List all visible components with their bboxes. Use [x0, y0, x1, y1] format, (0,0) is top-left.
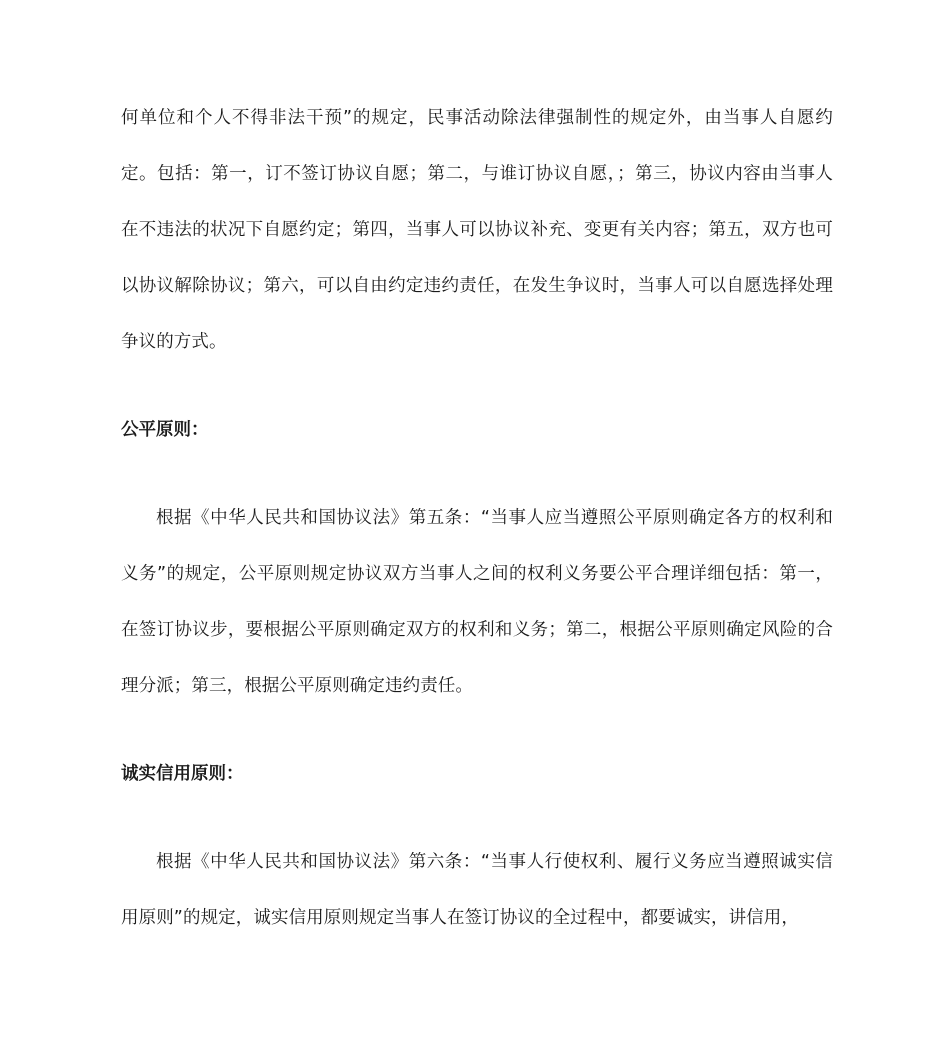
heading-good-faith-principle: 诚实信用原则： [121, 764, 244, 784]
paragraph-voluntariness: 何单位和个人不得非法干预”的规定，民事活动除法律强制性的规定外，由当事人自愿约定。包括：第一，订不签订协议自愿；第二，与谁订协议自愿，；第三，协议内容由当事人在不违法的状况下自愿约定；第四，当事人可以协议补充、变更有关内容；第五，双方也可以协议解除协议；第六，可以自由约定违约责任，在发生争议时，当事人可以自愿选择处理争议的方式。 [121, 108, 833, 352]
paragraph-fairness-principle: 根据《中华人民共和国协议法》第五条：“当事人应当遵照公平原则确定各方的权利和义务”的规定，公平原则规定协议双方当事人之间的权利义务要公平合理详细包括：第一，在签订协议步，要根据公平原则确定双方的权利和义务；第二，根据公平原则确定风险的合理分派；第三，根据公平原则确定违约责任。 [121, 508, 833, 696]
paragraph-good-faith-principle: 根据《中华人民共和国协议法》第六条：“当事人行使权利、履行义务应当遵照诚实信用原则”的规定，诚实信用原则规定当事人在签订协议的全过程中，都要诚实，讲信用， [121, 852, 833, 928]
heading-fairness-principle: 公平原则： [121, 420, 209, 440]
document-page [121, 90, 833, 946]
